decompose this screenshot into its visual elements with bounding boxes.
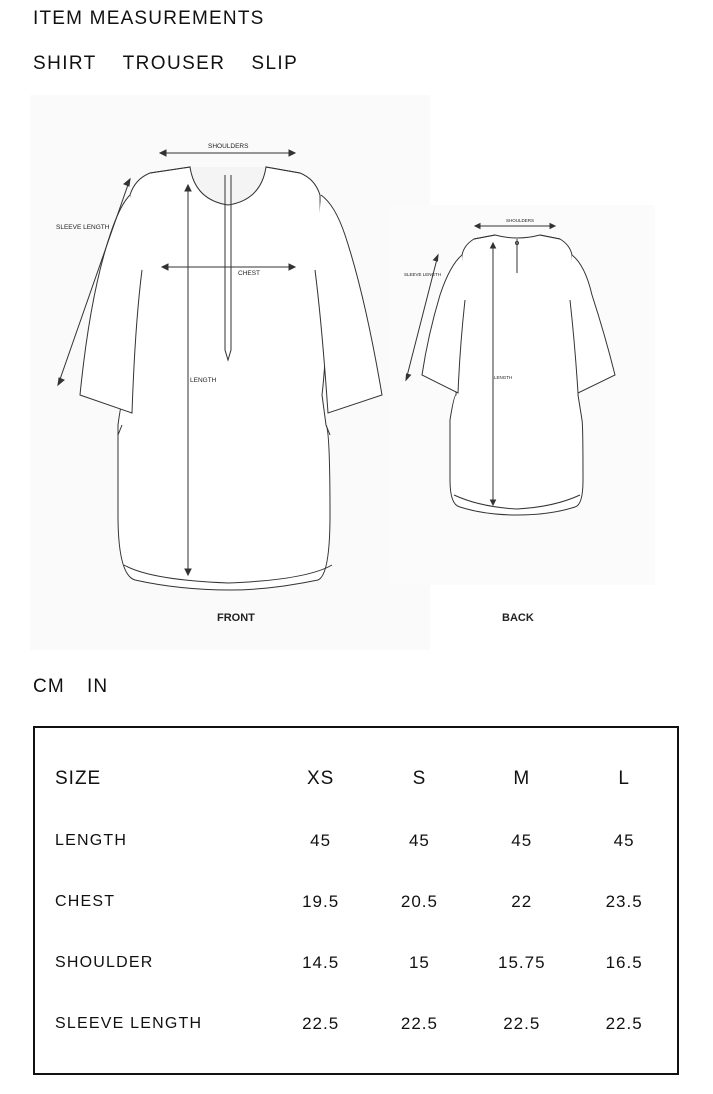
tab-in[interactable]: IN	[86, 676, 109, 697]
tab-trouser[interactable]: TROUSER	[122, 53, 226, 74]
header-m: M	[513, 768, 531, 789]
header-l: L	[618, 768, 630, 789]
front-label-sleeve-length: SLEEVE LENGTH	[56, 224, 110, 231]
cell-value: 45	[613, 830, 635, 850]
cell-value: 15.75	[497, 952, 546, 972]
back-label-shoulders: SHOULDERS	[506, 218, 535, 223]
unit-tabs	[33, 676, 108, 698]
table-row	[55, 871, 675, 932]
back-caption: BACK	[502, 612, 534, 624]
cell-value: 14.5	[302, 952, 340, 972]
row-label-shoulder: SHOULDER	[55, 953, 154, 971]
table-row	[55, 810, 675, 871]
header-size: SIZE	[55, 768, 102, 789]
cell-value: 22.5	[605, 1013, 643, 1033]
front-label-chest: CHEST	[238, 270, 261, 277]
row-label-length: LENGTH	[55, 831, 128, 849]
cell-value: 22.5	[400, 1013, 438, 1033]
front-caption: FRONT	[217, 612, 255, 624]
header-xs: XS	[306, 768, 335, 789]
cell-value: 45	[408, 830, 430, 850]
cell-value: 45	[511, 830, 533, 850]
cell-value: 20.5	[400, 891, 438, 911]
tab-shirt[interactable]: SHIRT	[33, 53, 97, 74]
back-label-length: LENGTH	[494, 375, 513, 380]
cell-value: 45	[310, 830, 332, 850]
header-s: S	[412, 768, 427, 789]
cell-value: 19.5	[302, 891, 340, 911]
table-row	[55, 932, 675, 993]
table-row	[55, 993, 675, 1054]
size-table	[55, 748, 675, 1054]
tab-slip[interactable]: SLIP	[251, 53, 299, 74]
tab-cm[interactable]: CM	[33, 676, 65, 697]
back-label-sleeve-length: SLEEVE LENGTH	[404, 272, 442, 277]
measurement-diagram	[30, 95, 660, 650]
cell-value: 16.5	[605, 952, 643, 972]
front-label-shoulders: SHOULDERS	[208, 143, 249, 150]
garment-tabs	[33, 53, 298, 75]
front-label-length: LENGTH	[190, 377, 217, 384]
cell-value: 23.5	[605, 891, 643, 911]
page-title: ITEM MEASUREMENTS	[33, 8, 265, 29]
cell-value: 22.5	[302, 1013, 340, 1033]
row-label-chest: CHEST	[55, 892, 116, 910]
size-header-row	[55, 748, 675, 810]
row-label-sleeve-length: SLEEVE LENGTH	[55, 1014, 203, 1032]
cell-value: 22.5	[503, 1013, 541, 1033]
cell-value: 15	[408, 952, 430, 972]
cell-value: 22	[511, 891, 533, 911]
size-chart	[33, 726, 679, 1075]
